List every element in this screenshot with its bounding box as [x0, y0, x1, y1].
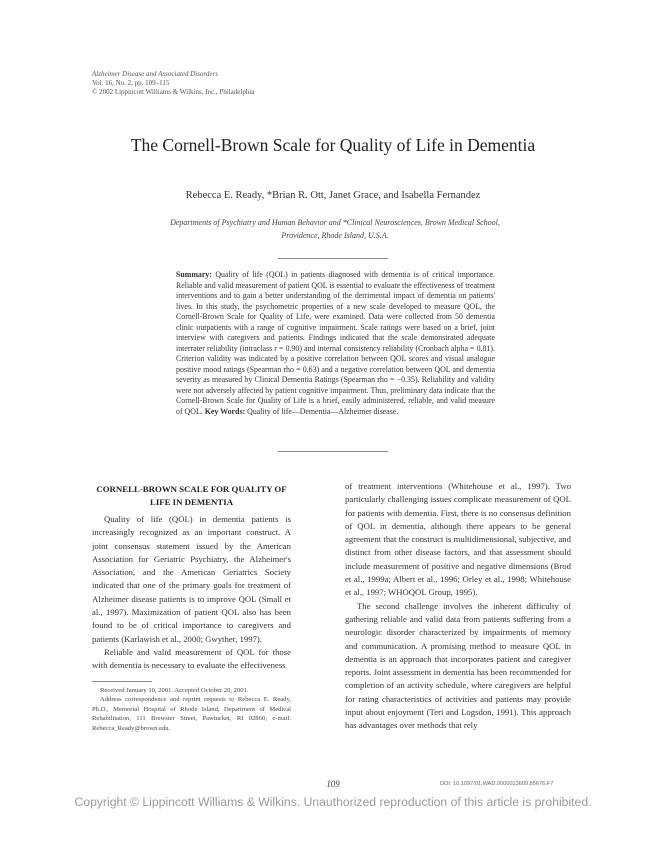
keywords-label: Key Words:: [204, 406, 246, 416]
journal-copyright: © 2002 Lippincott Williams & Wilkins, Inc., Philadelphia: [92, 87, 255, 96]
footnote-received: Received January 10, 2001. Accepted October 20, 2001.: [100, 687, 249, 694]
abstract-bottom-rule: [278, 451, 388, 452]
author-list: Rebecca E. Ready, *Brian R. Ott, Janet Grace, and Isabella Fernandez: [185, 190, 481, 201]
abstract: [176, 270, 495, 417]
affiliation: [120, 216, 550, 242]
journal-volume: Vol. 16, No. 2, pp. 109–115: [92, 78, 170, 87]
article-title: The Cornell-Brown Scale for Quality of Life in Dementia: [130, 135, 536, 155]
left-column: [92, 480, 291, 673]
affiliation-line-1: Departments of Psychiatry and Human Behavior and *Clinical Neurosciences, Brown Medical School,: [170, 218, 500, 227]
section-heading-line-1: CORNELL-BROWN SCALE FOR QUALITY OF: [96, 484, 287, 494]
page-number: 109: [326, 779, 340, 789]
footnote-rule: [92, 681, 152, 682]
section-heading: [92, 483, 291, 508]
doi: DOI: 10.1097/01.WAD.0000013689.85676.F7: [440, 781, 554, 787]
summary-label: Summary:: [176, 270, 212, 279]
footnote-correspondence: Address correspondence and reprint requests to Rebecca E. Ready, Ph.D., Memorial Hospital of Rhode Island, Department of Medical Rehabilitation, 111 Brewster Street, Pawtucket, RI 02860; e-mail: Rebecca_Ready@brown.edu.: [92, 696, 291, 732]
body-paragraph: Quality of life (QOL) in dementia patients is increasingly recognized as an important construct. A joint consensus statement issued by the American Association for Geriatric Psychiatry, the Alzheimer's Association, and the American Geriatrics Society indicated that one of the primary goals for treatment of Alzheimer disease patients is to improve QOL (Small et al., 1997). Maximization of patient QOL also has been found to be of critical importance to caregivers and patients (Karlawish et al., 2000; Gwyther, 1997).: [92, 514, 291, 644]
abstract-text: Quality of life (QOL) in patients diagnosed with dementia is of critical importance. Reliable and valid measurement of patient QOL is essential to evaluate the effectiveness of treatment interventions and to gain a better understanding of the detrimental impact of dementia on patients' lives. In this study, the psychometric properties of a new scale developed to measure QOL, the Cornell-Brown Scale for Quality of Life, were examined. Data were collected from 50 dementia clinic outpatients with a range of cognitive impairment. Scale ratings were based on a brief, joint interview with caregivers and patients. Findings indicated that the scale demonstrated adequate interrater reliability (intraclass r = 0.90) and internal consistency reliability (Cronbach alpha = 0.81). Criterion validity was indicated by a positive correlation between QOL scores and visual analogue positive mood ratings (Spearman rho = 0.63) and a negative correlation between QOL and dementia severity as measured by Clinical Dementia Ratings (Spearman rho = −0.35). Reliability and validity were not adversely affected by patient cognitive impairment. Thus, preliminary data indicate that the Cornell-Brown Scale for Quality of Life is a brief, easily administered, reliable, and valid measure of QOL.: [176, 270, 496, 416]
affiliation-line-2: Providence, Rhode Island, U.S.A.: [281, 231, 389, 240]
abstract-top-rule: [278, 258, 388, 259]
copyright-notice: Copyright © Lippincott Williams & Wilkins. Unauthorized reproduction of this article is prohibited.: [74, 795, 592, 809]
section-heading-line-2: LIFE IN DEMENTIA: [149, 496, 234, 507]
body-paragraph: Reliable and valid measurement of QOL for those with dementia is necessary to evaluate the effectiveness: [92, 646, 291, 671]
body-paragraph: The second challenge involves the inherent difficulty of gathering reliable and valid data from patients suffering from a neurologic disorder characterized by impairments of memory and communication. A promising method to measure QOL in dementia is an approach that incorporates patient and caregiver reports. Joint assessment in dementia has been recommended for completion of an activity schedule, where caregivers are helpful for rating characteristics of activities and patients may provide input about enjoyment (Teri and Logsdon, 1991). This approach has advantages over methods that rely: [345, 600, 571, 731]
journal-name: Alzheimer Disease and Associated Disorders: [92, 70, 218, 78]
right-column: [345, 480, 571, 733]
journal-citation: [92, 70, 254, 96]
keywords-text: Quality of life—Dementia—Alzheimer disease.: [247, 406, 399, 416]
footnote: [92, 686, 291, 733]
body-paragraph: of treatment interventions (Whitehouse et al., 1997). Two particularly challenging issues complicate measurement of QOL for patients with dementia. First, there is no consensus definition of QOL in dementia, although there appears to be general agreement that the construct is multidimensional, subjective, and distinct from other disease factors, and that assessment should include measurement of positive and negative dimensions (Brod et al., 1999a; Albert et al., 1996; Orley et al., 1998; Whitehouse et al., 1997; WHOQOL Group, 1995).: [345, 481, 571, 598]
